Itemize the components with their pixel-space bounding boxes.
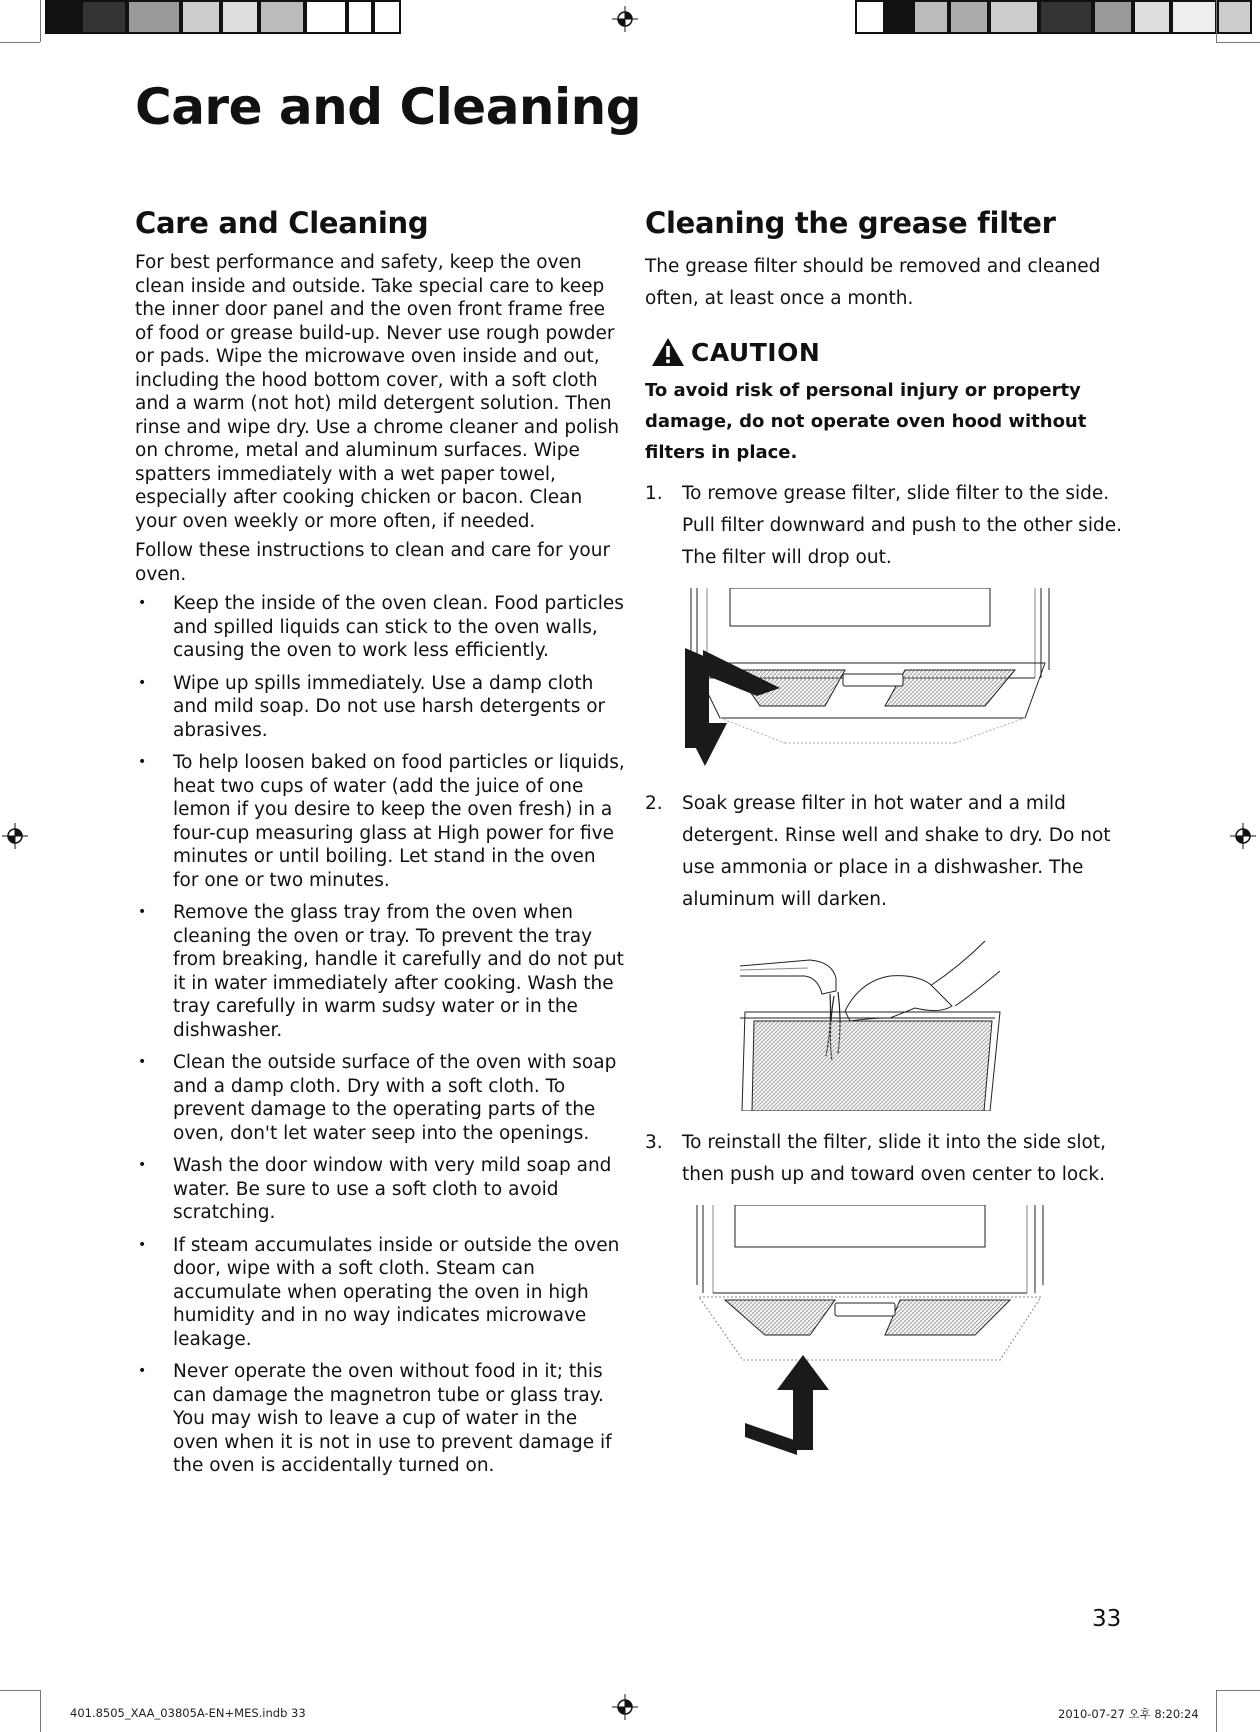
- step-number: 3.: [645, 1132, 663, 1153]
- crop-mark: [40, 0, 41, 42]
- crop-mark: [1216, 1690, 1217, 1732]
- grease-filter-intro: The grease filter should be removed and cleaned often, at least once a month.: [645, 256, 1101, 309]
- remove-filter-illustration: [685, 588, 1145, 778]
- bullet-icon: •: [138, 674, 147, 691]
- bullet-icon: •: [138, 904, 147, 920]
- list-item: • Clean the outside surface of the oven with soap and a damp cloth. Dry with a soft cloth. To prevent damage to the operating parts of the oven, don't let water seep into the openings.: [138, 1052, 617, 1144]
- list-item: • Keep the inside of the oven clean. Food particles and spilled liquids can stick to the oven walls, causing the oven to work less efficiently.: [138, 593, 624, 661]
- crop-mark: [1216, 42, 1260, 43]
- care-cleaning-heading: Care and Cleaning: [135, 206, 429, 240]
- step-text: To remove grease filter, slide filter to the side. Pull filter downward and push to the other side. The filter will drop out.: [682, 483, 1122, 568]
- caution-header: [651, 337, 1125, 367]
- caution-label: CAUTION: [691, 337, 821, 367]
- registration-strip-right: [855, 0, 1252, 34]
- crop-mark: [0, 1690, 40, 1691]
- registration-crosshair-icon: [1230, 823, 1256, 849]
- registration-crosshair-icon: [612, 1694, 638, 1720]
- right-column: [645, 205, 1125, 1460]
- footer-timestamp: 2010-07-27 오후 8:20:24: [1058, 1707, 1199, 1721]
- step-text: To reinstall the filter, slide it into the side slot, then push up and toward oven center to lock.: [682, 1132, 1107, 1185]
- step-number: 1.: [645, 483, 663, 504]
- warning-triangle-icon: [651, 337, 685, 367]
- step-1: [645, 478, 1125, 574]
- crop-mark: [0, 42, 40, 43]
- registration-strip-left: [45, 0, 401, 34]
- care-bullet-list: [135, 592, 625, 1478]
- crop-mark: [1216, 0, 1217, 42]
- step-2: [645, 788, 1125, 916]
- caution-text: To avoid risk of personal injury or property damage, do not operate oven hood without filters in place.: [645, 380, 1087, 463]
- crop-mark: [1216, 1690, 1260, 1691]
- footer-file-info: 401.8505_XAA_03805A-EN+MES.indb 33: [70, 1706, 306, 1720]
- soak-filter-illustration: [740, 936, 1060, 1111]
- step-text: Soak grease filter in hot water and a mild detergent. Rinse well and shake to dry. Do not use ammonia or place in a dishwasher. The aluminum will darken.: [682, 793, 1111, 910]
- list-item: • Wipe up spills immediately. Use a damp cloth and mild soap. Do not use harsh detergents or abrasives.: [138, 672, 606, 741]
- reinstall-filter-illustration: [685, 1205, 1125, 1460]
- list-item: • If steam accumulates inside or outside the oven door, wipe with a soft cloth. Steam can accumulate when operating the oven in high humidity and in no way indicates microwave leakage.: [138, 1234, 620, 1350]
- list-item: • Wash the door window with very mild soap and water. Be sure to use a soft cloth to avoid scratching.: [138, 1155, 612, 1223]
- bullet-icon: •: [138, 1157, 147, 1173]
- registration-crosshair-icon: [2, 823, 28, 849]
- bullet-icon: •: [138, 595, 147, 611]
- list-item: • Remove the glass tray from the oven when cleaning the oven or tray. To prevent the tray from breaking, handle it carefully and do not put it in water immediately after cooking. Wash the tray carefully in warm sudsy water or in the dishwasher.: [138, 902, 624, 1041]
- page-number: 33: [1092, 1606, 1122, 1632]
- instructions-intro: Follow these instructions to clean and care for your oven.: [135, 540, 611, 585]
- bullet-icon: •: [138, 754, 147, 770]
- step-3: [645, 1127, 1125, 1191]
- bullet-icon: •: [138, 1236, 147, 1253]
- left-column: [135, 205, 625, 1487]
- step-number: 2.: [645, 793, 663, 814]
- care-cleaning-paragraph: For best performance and safety, keep the oven clean inside and outside. Take special care to keep the inner door panel and the oven front frame free of food or grease build-up. Never use rough powder or pads. Wipe the microwave oven inside and out, including the hood bottom cover, with a soft cloth and a warm (not hot) mild detergent solution. Then rinse and wipe dry. Use a chrome cleaner and polish on chrome, metal and aluminum surfaces. Wipe spatters immediately with a wet paper towel, especially after cooking chicken or bacon. Clean your oven weekly or more often, if needed.: [135, 252, 620, 532]
- crop-mark: [40, 1690, 41, 1732]
- bullet-icon: •: [138, 1363, 147, 1379]
- list-item: • Never operate the oven without food in it; this can damage the magnetron tube or glass tray. You may wish to leave a cup of water in the oven when it is not in use to prevent damage if the oven is accidentally turned on.: [138, 1361, 612, 1476]
- grease-filter-heading: Cleaning the grease filter: [645, 206, 1056, 240]
- registration-crosshair-icon: [612, 6, 638, 32]
- page-title: Care and Cleaning: [135, 78, 642, 136]
- list-item: • To help loosen baked on food particles or liquids, heat two cups of water (add the juice of one lemon if you desire to keep the oven fresh) in a four-cup measuring glass at High power for five minutes or until boiling. Let stand in the oven for one or two minutes.: [138, 752, 625, 891]
- bullet-icon: •: [138, 1054, 147, 1070]
